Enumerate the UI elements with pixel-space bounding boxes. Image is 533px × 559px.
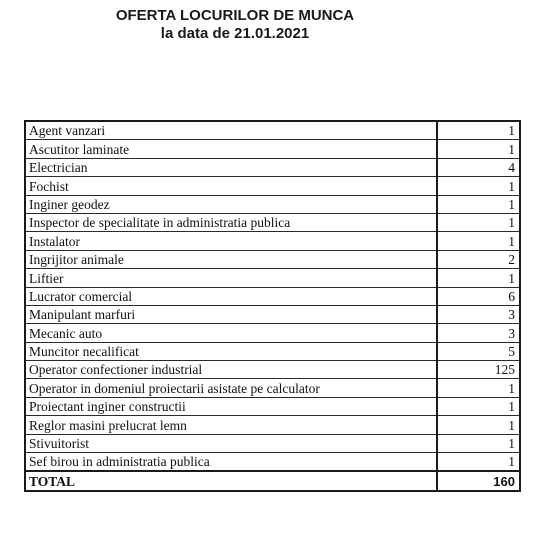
table-row bbox=[25, 434, 520, 452]
job-count-cell: 3 bbox=[437, 324, 520, 342]
table-row bbox=[25, 195, 520, 213]
job-offers-table bbox=[24, 120, 521, 492]
job-count-cell: 1 bbox=[437, 121, 520, 140]
table-row bbox=[25, 177, 520, 195]
job-title-cell: Inspector de specialitate in administratia publica bbox=[25, 213, 437, 231]
document-header bbox=[0, 7, 470, 43]
job-count-cell: 1 bbox=[437, 213, 520, 231]
job-title-cell: Proiectant inginer constructii bbox=[25, 397, 437, 415]
total-count: 160 bbox=[437, 471, 520, 490]
total-row bbox=[25, 471, 520, 490]
job-title-cell: Fochist bbox=[25, 177, 437, 195]
job-title-cell: Agent vanzari bbox=[25, 121, 437, 140]
job-title-cell: Reglor masini prelucrat lemn bbox=[25, 416, 437, 434]
job-title-cell: Operator confectioner industrial bbox=[25, 361, 437, 379]
job-count-cell: 1 bbox=[437, 434, 520, 452]
table-row bbox=[25, 213, 520, 231]
job-title-cell: Liftier bbox=[25, 269, 437, 287]
job-count-cell: 1 bbox=[437, 453, 520, 472]
table-row bbox=[25, 342, 520, 360]
job-count-cell: 1 bbox=[437, 379, 520, 397]
table-row bbox=[25, 305, 520, 323]
job-count-cell: 4 bbox=[437, 158, 520, 176]
table-row bbox=[25, 287, 520, 305]
job-title-cell: Ingrijitor animale bbox=[25, 250, 437, 268]
job-count-cell: 1 bbox=[437, 195, 520, 213]
job-count-cell: 1 bbox=[437, 177, 520, 195]
job-count-cell: 5 bbox=[437, 342, 520, 360]
table-row bbox=[25, 397, 520, 415]
job-count-cell: 6 bbox=[437, 287, 520, 305]
job-title-cell: Stivuitorist bbox=[25, 434, 437, 452]
job-count-cell: 1 bbox=[437, 232, 520, 250]
job-title-cell: Lucrator comercial bbox=[25, 287, 437, 305]
job-title-cell: Electrician bbox=[25, 158, 437, 176]
table-row bbox=[25, 361, 520, 379]
table-row bbox=[25, 250, 520, 268]
job-title-cell: Manipulant marfuri bbox=[25, 305, 437, 323]
table-row bbox=[25, 232, 520, 250]
table-row bbox=[25, 453, 520, 472]
job-count-cell: 1 bbox=[437, 269, 520, 287]
document-title: OFERTA LOCURILOR DE MUNCA bbox=[115, 7, 355, 24]
table-row bbox=[25, 324, 520, 342]
job-count-cell: 1 bbox=[437, 397, 520, 415]
job-count-cell: 3 bbox=[437, 305, 520, 323]
table-row bbox=[25, 158, 520, 176]
document-subtitle: la data de 21.01.2021 bbox=[160, 25, 310, 42]
job-title-cell: Muncitor necalificat bbox=[25, 342, 437, 360]
job-count-cell: 2 bbox=[437, 250, 520, 268]
table-row bbox=[25, 140, 520, 158]
table-row bbox=[25, 269, 520, 287]
job-title-cell: Mecanic auto bbox=[25, 324, 437, 342]
table-row bbox=[25, 416, 520, 434]
job-count-cell: 1 bbox=[437, 416, 520, 434]
job-title-cell: Sef birou in administratia publica bbox=[25, 453, 437, 472]
table-row bbox=[25, 121, 520, 140]
table-row bbox=[25, 379, 520, 397]
job-offers-body bbox=[25, 121, 520, 491]
job-title-cell: Ascutitor laminate bbox=[25, 140, 437, 158]
job-count-cell: 1 bbox=[437, 140, 520, 158]
job-title-cell: Instalator bbox=[25, 232, 437, 250]
job-title-cell: Inginer geodez bbox=[25, 195, 437, 213]
total-label: TOTAL bbox=[25, 471, 437, 490]
job-title-cell: Operator in domeniul proiectarii asistate pe calculator bbox=[25, 379, 437, 397]
job-count-cell: 125 bbox=[437, 361, 520, 379]
